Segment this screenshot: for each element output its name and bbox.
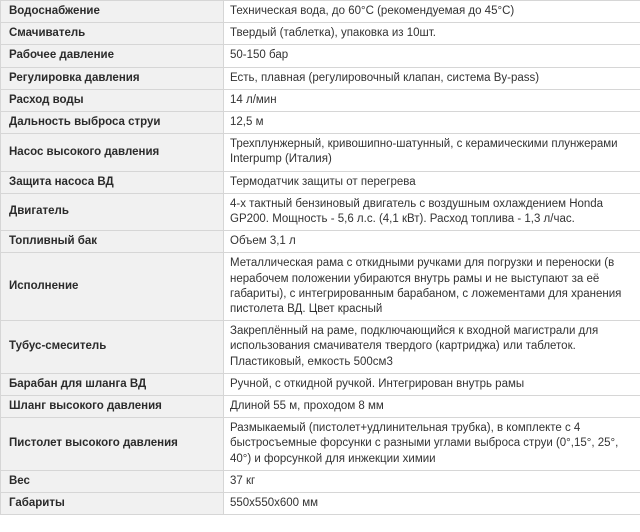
- spec-key: Шланг высокого давления: [1, 396, 224, 418]
- spec-table-body: [1, 1, 640, 515]
- spec-key: Вес: [1, 470, 224, 492]
- spec-key: Регулировка давления: [1, 67, 224, 89]
- spec-value: 37 кг: [224, 470, 640, 492]
- spec-value: 4-х тактный бензиновый двигатель с воздушным охлаждением Honda GP200. Мощность - 5,6 л.с. (4,1 кВт). Расход топлива - 1,3 л/час.: [224, 193, 640, 230]
- spec-value: 12,5 м: [224, 112, 640, 134]
- spec-key: Исполнение: [1, 253, 224, 321]
- spec-value: Длиной 55 м, проходом 8 мм: [224, 396, 640, 418]
- spec-key: Тубус-смеситель: [1, 321, 224, 374]
- spec-key: Водоснабжение: [1, 1, 224, 23]
- spec-row: [1, 470, 640, 492]
- spec-row: [1, 373, 640, 395]
- spec-key: Рабочее давление: [1, 45, 224, 67]
- spec-key: Топливный бак: [1, 231, 224, 253]
- spec-value: Техническая вода, до 60°С (рекомендуемая до 45°С): [224, 1, 640, 23]
- spec-row: [1, 193, 640, 230]
- spec-row: [1, 418, 640, 471]
- spec-row: [1, 321, 640, 374]
- spec-key: Насос высокого давления: [1, 134, 224, 171]
- spec-key: Пистолет высокого давления: [1, 418, 224, 471]
- spec-row: [1, 45, 640, 67]
- spec-row: [1, 231, 640, 253]
- spec-key: Дальность выброса струи: [1, 112, 224, 134]
- spec-value: Термодатчик защиты от перегрева: [224, 171, 640, 193]
- spec-key: Барабан для шланга ВД: [1, 373, 224, 395]
- spec-row: [1, 1, 640, 23]
- spec-key: Габариты: [1, 493, 224, 515]
- spec-value: 50-150 бар: [224, 45, 640, 67]
- spec-key: Смачиватель: [1, 23, 224, 45]
- spec-value: Ручной, с откидной ручкой. Интегрирован внутрь рамы: [224, 373, 640, 395]
- spec-key: Двигатель: [1, 193, 224, 230]
- spec-row: [1, 67, 640, 89]
- spec-row: [1, 493, 640, 515]
- spec-row: [1, 171, 640, 193]
- spec-key: Расход воды: [1, 89, 224, 111]
- spec-value: 14 л/мин: [224, 89, 640, 111]
- spec-row: [1, 89, 640, 111]
- spec-value: Трехплунжерный, кривошипно-шатунный, с керамическими плунжерами Interpump (Италия): [224, 134, 640, 171]
- spec-row: [1, 23, 640, 45]
- spec-row: [1, 396, 640, 418]
- spec-row: [1, 253, 640, 321]
- spec-value: Объем 3,1 л: [224, 231, 640, 253]
- spec-row: [1, 112, 640, 134]
- spec-value: Есть, плавная (регулировочный клапан, система By-pass): [224, 67, 640, 89]
- spec-value: Металлическая рама с откидными ручками для погрузки и переноски (в нерабочем положении убираются внутрь рамы и не выступают за её габариты), с интегрированным барабаном, с ложементами для хранения пистолета ВД. Цвет красный: [224, 253, 640, 321]
- spec-value: Размыкаемый (пистолет+удлинительная трубка), в комплекте с 4 быстросъемные форсунки с разными углами выброса струи (0°,15°, 25°, 40°) и форсункой для инжекции химии: [224, 418, 640, 471]
- spec-row: [1, 134, 640, 171]
- spec-key: Защита насоса ВД: [1, 171, 224, 193]
- spec-value: Твердый (таблетка), упаковка из 10шт.: [224, 23, 640, 45]
- spec-value: Закреплённый на раме, подключающийся к входной магистрали для использования смачивателя твердого (картриджа) или таблеток. Пластиковый, емкость 500см3: [224, 321, 640, 374]
- spec-value: 550x550x600 мм: [224, 493, 640, 515]
